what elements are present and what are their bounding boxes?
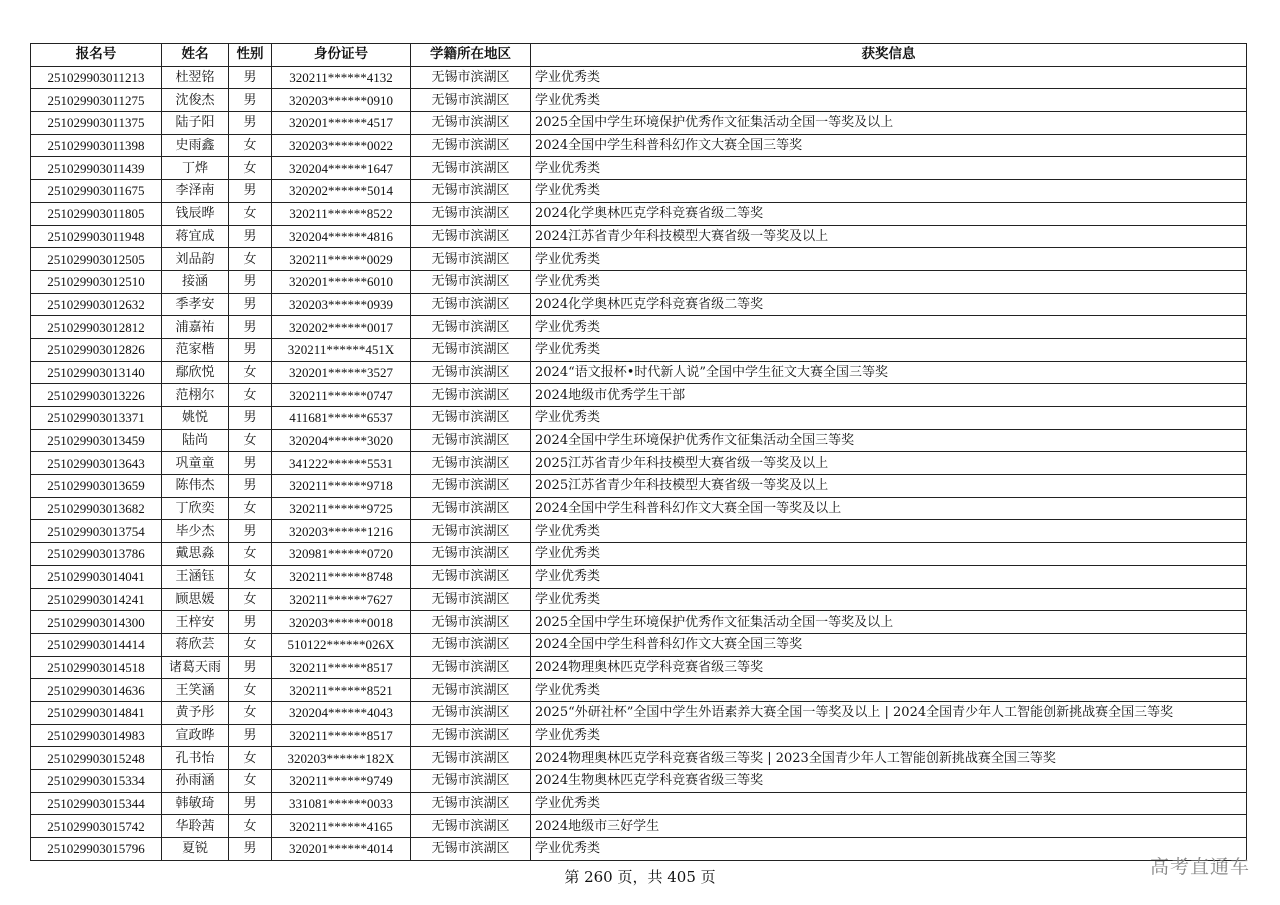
name-cell: 刘品韵	[162, 248, 229, 271]
id-number-cell: 510122******026X	[272, 633, 411, 656]
region-cell: 无锡市滨湖区	[411, 89, 531, 112]
gender-cell: 女	[229, 157, 272, 180]
gender-cell: 男	[229, 316, 272, 339]
award-cell: 学业优秀类	[531, 89, 1247, 112]
name-cell: 史雨鑫	[162, 134, 229, 157]
gender-cell: 男	[229, 89, 272, 112]
award-cell: 2024“语文报杯•时代新人说”全国中学生征文大赛全国三等奖	[531, 361, 1247, 384]
reg-no-cell: 251029903012505	[31, 248, 162, 271]
region-cell: 无锡市滨湖区	[411, 747, 531, 770]
award-cell: 学业优秀类	[531, 316, 1247, 339]
id-number-cell: 320203******182X	[272, 747, 411, 770]
name-cell: 顾思媛	[162, 588, 229, 611]
region-cell: 无锡市滨湖区	[411, 633, 531, 656]
award-cell: 学业优秀类	[531, 66, 1247, 89]
award-cell: 2024化学奥林匹克学科竞赛省级二等奖	[531, 293, 1247, 316]
region-cell: 无锡市滨湖区	[411, 134, 531, 157]
award-cell: 学业优秀类	[531, 565, 1247, 588]
region-cell: 无锡市滨湖区	[411, 611, 531, 634]
table-row	[31, 815, 1247, 838]
region-cell: 无锡市滨湖区	[411, 384, 531, 407]
region-cell: 无锡市滨湖区	[411, 452, 531, 475]
name-cell: 戴思淼	[162, 543, 229, 566]
table-row	[31, 792, 1247, 815]
reg-no-cell: 251029903011439	[31, 157, 162, 180]
gender-cell: 男	[229, 66, 272, 89]
award-cell: 2024生物奥林匹克学科竞赛省级三等奖	[531, 770, 1247, 793]
award-cell: 学业优秀类	[531, 520, 1247, 543]
gender-cell: 男	[229, 792, 272, 815]
reg-no-cell: 251029903014636	[31, 679, 162, 702]
region-cell: 无锡市滨湖区	[411, 838, 531, 861]
reg-no-cell: 251029903011948	[31, 225, 162, 248]
table-row	[31, 361, 1247, 384]
reg-no-cell: 251029903011398	[31, 134, 162, 157]
reg-no-cell: 251029903012510	[31, 270, 162, 293]
gender-cell: 男	[229, 520, 272, 543]
reg-no-cell: 251029903013682	[31, 497, 162, 520]
id-number-cell: 320211******451X	[272, 338, 411, 361]
reg-no-cell: 251029903015344	[31, 792, 162, 815]
name-cell: 接涵	[162, 270, 229, 293]
gender-cell: 男	[229, 270, 272, 293]
award-cell: 2024江苏省青少年科技模型大赛省级一等奖及以上	[531, 225, 1247, 248]
reg-no-cell: 251029903012826	[31, 338, 162, 361]
region-cell: 无锡市滨湖区	[411, 520, 531, 543]
reg-no-cell: 251029903013226	[31, 384, 162, 407]
region-cell: 无锡市滨湖区	[411, 724, 531, 747]
gender-cell: 女	[229, 497, 272, 520]
name-cell: 韩敏琦	[162, 792, 229, 815]
gender-cell: 男	[229, 407, 272, 430]
table-body	[31, 66, 1247, 860]
region-cell: 无锡市滨湖区	[411, 792, 531, 815]
gender-cell: 女	[229, 701, 272, 724]
gender-cell: 女	[229, 134, 272, 157]
name-cell: 季孝安	[162, 293, 229, 316]
name-cell: 宣政晔	[162, 724, 229, 747]
table-row	[31, 633, 1247, 656]
watermark: 高考直通车	[1149, 856, 1250, 878]
reg-no-cell: 251029903011805	[31, 202, 162, 225]
name-cell: 钱辰晔	[162, 202, 229, 225]
reg-no-cell: 251029903015742	[31, 815, 162, 838]
region-cell: 无锡市滨湖区	[411, 293, 531, 316]
id-number-cell: 320211******4165	[272, 815, 411, 838]
reg-no-cell: 251029903013459	[31, 429, 162, 452]
award-cell: 学业优秀类	[531, 543, 1247, 566]
id-number-cell: 320211******0029	[272, 248, 411, 271]
award-cell: 2024全国中学生科普科幻作文大赛全国一等奖及以上	[531, 497, 1247, 520]
region-cell: 无锡市滨湖区	[411, 248, 531, 271]
id-number-cell: 320211******8521	[272, 679, 411, 702]
gender-cell: 女	[229, 770, 272, 793]
award-cell: 学业优秀类	[531, 588, 1247, 611]
id-number-cell: 331081******0033	[272, 792, 411, 815]
id-number-cell: 320211******4132	[272, 66, 411, 89]
table-row	[31, 429, 1247, 452]
reg-no-cell: 251029903014300	[31, 611, 162, 634]
reg-no-cell: 251029903013786	[31, 543, 162, 566]
name-cell: 王梓安	[162, 611, 229, 634]
name-cell: 王涵钰	[162, 565, 229, 588]
reg-no-cell: 251029903014241	[31, 588, 162, 611]
id-number-cell: 320211******9725	[272, 497, 411, 520]
region-cell: 无锡市滨湖区	[411, 770, 531, 793]
id-number-cell: 320203******0939	[272, 293, 411, 316]
award-cell: 学业优秀类	[531, 407, 1247, 430]
page-footer: 第 260 页，共 405 页	[564, 868, 716, 886]
id-number-cell: 320211******9749	[272, 770, 411, 793]
award-cell: 2025“外研社杯”全国中学生外语素养大赛全国一等奖及以上 | 2024全国青少年人工智能创新挑战赛全国三等奖	[531, 701, 1247, 724]
award-cell: 学业优秀类	[531, 180, 1247, 203]
region-cell: 无锡市滨湖区	[411, 701, 531, 724]
name-cell: 陆尚	[162, 429, 229, 452]
award-cell: 2024全国中学生科普科幻作文大赛全国三等奖	[531, 633, 1247, 656]
gender-cell: 男	[229, 180, 272, 203]
gender-cell: 女	[229, 248, 272, 271]
id-number-cell: 320201******3527	[272, 361, 411, 384]
award-cell: 学业优秀类	[531, 679, 1247, 702]
region-cell: 无锡市滨湖区	[411, 112, 531, 135]
reg-no-cell: 251029903011213	[31, 66, 162, 89]
table-row	[31, 66, 1247, 89]
name-cell: 丁欣奕	[162, 497, 229, 520]
table-row	[31, 180, 1247, 203]
name-cell: 王笑涵	[162, 679, 229, 702]
id-number-cell: 341222******5531	[272, 452, 411, 475]
region-cell: 无锡市滨湖区	[411, 475, 531, 498]
id-number-cell: 320203******1216	[272, 520, 411, 543]
name-cell: 浦嘉祐	[162, 316, 229, 339]
table-row	[31, 293, 1247, 316]
table-row	[31, 89, 1247, 112]
award-cell: 2024地级市优秀学生干部	[531, 384, 1247, 407]
id-number-cell: 320204******3020	[272, 429, 411, 452]
name-cell: 蒋欣芸	[162, 633, 229, 656]
header-reg-no: 报名号	[31, 44, 162, 67]
reg-no-cell: 251029903012812	[31, 316, 162, 339]
table-row	[31, 543, 1247, 566]
header-gender: 性别	[229, 44, 272, 67]
gender-cell: 女	[229, 361, 272, 384]
gender-cell: 女	[229, 384, 272, 407]
award-cell: 2024全国中学生科普科幻作文大赛全国三等奖	[531, 134, 1247, 157]
award-cell: 2024物理奥林匹克学科竞赛省级三等奖 | 2023全国青少年人工智能创新挑战赛全国三等奖	[531, 747, 1247, 770]
table-row	[31, 747, 1247, 770]
award-cell: 学业优秀类	[531, 157, 1247, 180]
table-row	[31, 838, 1247, 861]
name-cell: 姚悦	[162, 407, 229, 430]
id-number-cell: 320211******8517	[272, 724, 411, 747]
region-cell: 无锡市滨湖区	[411, 543, 531, 566]
gender-cell: 女	[229, 747, 272, 770]
gender-cell: 女	[229, 679, 272, 702]
gender-cell: 女	[229, 429, 272, 452]
name-cell: 丁烨	[162, 157, 229, 180]
reg-no-cell: 251029903013371	[31, 407, 162, 430]
name-cell: 鄢欣悦	[162, 361, 229, 384]
gender-cell: 男	[229, 611, 272, 634]
gender-cell: 女	[229, 815, 272, 838]
id-number-cell: 320211******8748	[272, 565, 411, 588]
reg-no-cell: 251029903015796	[31, 838, 162, 861]
reg-no-cell: 251029903015334	[31, 770, 162, 793]
award-cell: 2024化学奥林匹克学科竞赛省级二等奖	[531, 202, 1247, 225]
table-row	[31, 112, 1247, 135]
id-number-cell: 320211******7627	[272, 588, 411, 611]
gender-cell: 女	[229, 202, 272, 225]
table-row	[31, 724, 1247, 747]
table-row	[31, 338, 1247, 361]
region-cell: 无锡市滨湖区	[411, 338, 531, 361]
id-number-cell: 320204******4043	[272, 701, 411, 724]
table-row	[31, 157, 1247, 180]
reg-no-cell: 251029903011275	[31, 89, 162, 112]
reg-no-cell: 251029903014041	[31, 565, 162, 588]
award-cell: 2024地级市三好学生	[531, 815, 1247, 838]
gender-cell: 男	[229, 112, 272, 135]
award-cell: 2025江苏省青少年科技模型大赛省级一等奖及以上	[531, 452, 1247, 475]
region-cell: 无锡市滨湖区	[411, 202, 531, 225]
region-cell: 无锡市滨湖区	[411, 225, 531, 248]
table-row	[31, 611, 1247, 634]
reg-no-cell: 251029903012632	[31, 293, 162, 316]
region-cell: 无锡市滨湖区	[411, 361, 531, 384]
region-cell: 无锡市滨湖区	[411, 656, 531, 679]
id-number-cell: 320201******6010	[272, 270, 411, 293]
name-cell: 孔书怡	[162, 747, 229, 770]
table-row	[31, 656, 1247, 679]
id-number-cell: 320201******4517	[272, 112, 411, 135]
id-number-cell: 320211******0747	[272, 384, 411, 407]
id-number-cell: 320202******5014	[272, 180, 411, 203]
table-row	[31, 565, 1247, 588]
header-row	[31, 44, 1247, 67]
region-cell: 无锡市滨湖区	[411, 316, 531, 339]
roster-table	[30, 43, 1247, 861]
award-cell: 2025江苏省青少年科技模型大赛省级一等奖及以上	[531, 475, 1247, 498]
header-name: 姓名	[162, 44, 229, 67]
table-row	[31, 384, 1247, 407]
id-number-cell: 320203******0910	[272, 89, 411, 112]
name-cell: 巩童童	[162, 452, 229, 475]
region-cell: 无锡市滨湖区	[411, 66, 531, 89]
region-cell: 无锡市滨湖区	[411, 679, 531, 702]
reg-no-cell: 251029903013659	[31, 475, 162, 498]
gender-cell: 男	[229, 838, 272, 861]
id-number-cell: 320211******8517	[272, 656, 411, 679]
region-cell: 无锡市滨湖区	[411, 565, 531, 588]
name-cell: 杜翌铭	[162, 66, 229, 89]
gender-cell: 男	[229, 293, 272, 316]
reg-no-cell: 251029903015248	[31, 747, 162, 770]
region-cell: 无锡市滨湖区	[411, 429, 531, 452]
header-id-number: 身份证号	[272, 44, 411, 67]
id-number-cell: 320201******4014	[272, 838, 411, 861]
id-number-cell: 320202******0017	[272, 316, 411, 339]
award-cell: 学业优秀类	[531, 792, 1247, 815]
region-cell: 无锡市滨湖区	[411, 407, 531, 430]
table-row	[31, 497, 1247, 520]
name-cell: 华聆茜	[162, 815, 229, 838]
name-cell: 孙雨涵	[162, 770, 229, 793]
region-cell: 无锡市滨湖区	[411, 180, 531, 203]
reg-no-cell: 251029903013140	[31, 361, 162, 384]
gender-cell: 女	[229, 543, 272, 566]
reg-no-cell: 251029903013754	[31, 520, 162, 543]
name-cell: 黄予彤	[162, 701, 229, 724]
award-cell: 学业优秀类	[531, 248, 1247, 271]
region-cell: 无锡市滨湖区	[411, 588, 531, 611]
name-cell: 夏锐	[162, 838, 229, 861]
award-cell: 2024物理奥林匹克学科竞赛省级三等奖	[531, 656, 1247, 679]
gender-cell: 女	[229, 565, 272, 588]
award-cell: 2025全国中学生环境保护优秀作文征集活动全国一等奖及以上	[531, 112, 1247, 135]
table-header	[31, 44, 1247, 67]
name-cell: 沈俊杰	[162, 89, 229, 112]
table-row	[31, 270, 1247, 293]
reg-no-cell: 251029903014983	[31, 724, 162, 747]
id-number-cell: 411681******6537	[272, 407, 411, 430]
award-cell: 2024全国中学生环境保护优秀作文征集活动全国三等奖	[531, 429, 1247, 452]
award-cell: 学业优秀类	[531, 838, 1247, 861]
reg-no-cell: 251029903014414	[31, 633, 162, 656]
header-award-info: 获奖信息	[531, 44, 1247, 67]
gender-cell: 男	[229, 475, 272, 498]
award-cell: 2025全国中学生环境保护优秀作文征集活动全国一等奖及以上	[531, 611, 1247, 634]
table-row	[31, 316, 1247, 339]
reg-no-cell: 251029903014841	[31, 701, 162, 724]
region-cell: 无锡市滨湖区	[411, 270, 531, 293]
header-school-region: 学籍所在地区	[411, 44, 531, 67]
table-row	[31, 679, 1247, 702]
award-cell: 学业优秀类	[531, 724, 1247, 747]
table-row	[31, 248, 1247, 271]
gender-cell: 女	[229, 588, 272, 611]
name-cell: 陈伟杰	[162, 475, 229, 498]
region-cell: 无锡市滨湖区	[411, 157, 531, 180]
name-cell: 蒋宜成	[162, 225, 229, 248]
table-row	[31, 452, 1247, 475]
table-row	[31, 520, 1247, 543]
id-number-cell: 320211******9718	[272, 475, 411, 498]
reg-no-cell: 251029903013643	[31, 452, 162, 475]
gender-cell: 男	[229, 225, 272, 248]
name-cell: 李泽南	[162, 180, 229, 203]
name-cell: 范家楷	[162, 338, 229, 361]
gender-cell: 男	[229, 656, 272, 679]
gender-cell: 男	[229, 338, 272, 361]
id-number-cell: 320204******4816	[272, 225, 411, 248]
id-number-cell: 320204******1647	[272, 157, 411, 180]
name-cell: 范栩尔	[162, 384, 229, 407]
table-row	[31, 407, 1247, 430]
gender-cell: 男	[229, 452, 272, 475]
table-row	[31, 475, 1247, 498]
table-row	[31, 202, 1247, 225]
region-cell: 无锡市滨湖区	[411, 497, 531, 520]
table-row	[31, 770, 1247, 793]
reg-no-cell: 251029903011675	[31, 180, 162, 203]
gender-cell: 男	[229, 724, 272, 747]
name-cell: 毕少杰	[162, 520, 229, 543]
name-cell: 陆子阳	[162, 112, 229, 135]
table-row	[31, 701, 1247, 724]
reg-no-cell: 251029903011375	[31, 112, 162, 135]
table-row	[31, 588, 1247, 611]
name-cell: 诸葛天雨	[162, 656, 229, 679]
id-number-cell: 320203******0018	[272, 611, 411, 634]
reg-no-cell: 251029903014518	[31, 656, 162, 679]
table-row	[31, 225, 1247, 248]
id-number-cell: 320211******8522	[272, 202, 411, 225]
table-row	[31, 134, 1247, 157]
award-cell: 学业优秀类	[531, 338, 1247, 361]
gender-cell: 女	[229, 633, 272, 656]
award-cell: 学业优秀类	[531, 270, 1247, 293]
region-cell: 无锡市滨湖区	[411, 815, 531, 838]
id-number-cell: 320981******0720	[272, 543, 411, 566]
id-number-cell: 320203******0022	[272, 134, 411, 157]
